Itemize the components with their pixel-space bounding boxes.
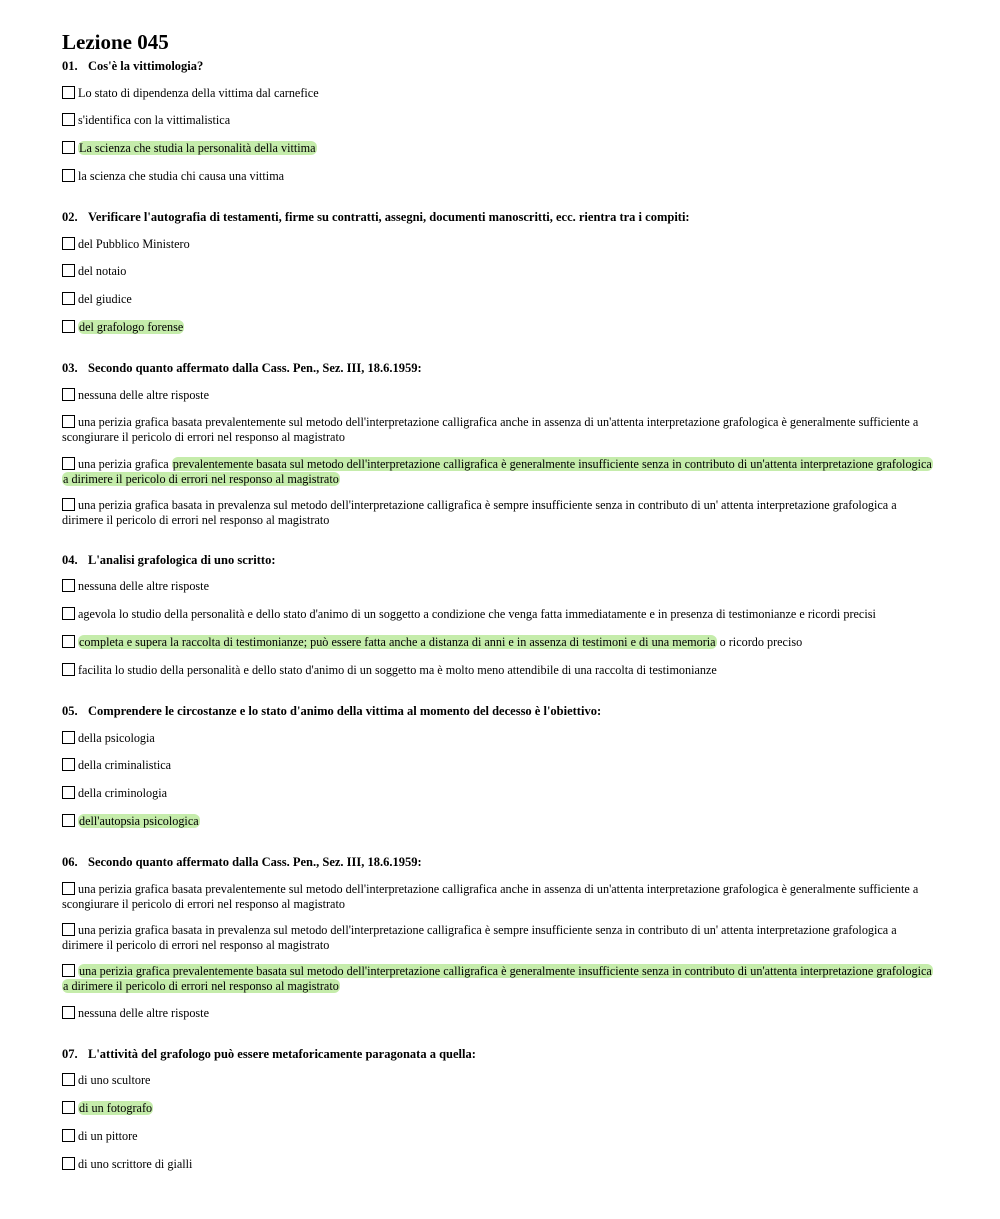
answer-checkbox[interactable] — [62, 415, 75, 428]
answer-checkbox[interactable] — [62, 786, 75, 799]
answer-option — [62, 1006, 940, 1021]
answer-checkbox[interactable] — [62, 86, 75, 99]
answer-checkbox[interactable] — [62, 1073, 75, 1086]
answer-option — [62, 264, 940, 279]
option-text-highlighted: una perizia grafica prevalentemente basata sul metodo dell'interpretazione calligrafica è generalmente insufficiente senza in contributo di un'attenta interpretazione grafologica a dirimere il pericolo di errori nel responso al magistrato — [63, 964, 932, 993]
answer-option — [62, 141, 940, 156]
question-heading — [62, 59, 203, 74]
option-text: del giudice — [78, 292, 132, 306]
question-number: 06. — [62, 855, 78, 869]
answer-option — [62, 1129, 940, 1144]
answer-option — [62, 292, 940, 307]
option-text: una perizia grafica basata in prevalenza sul metodo dell'interpretazione calligrafica è sempre insufficiente senza in contributo di un' attenta interpretazione grafologica a dirimere il pericolo di errori nel responso al magistrato — [62, 498, 897, 527]
answer-checkbox[interactable] — [62, 388, 75, 401]
question-number: 05. — [62, 704, 78, 718]
answer-checkbox[interactable] — [62, 113, 75, 126]
question-text: Secondo quanto affermato dalla Cass. Pen., Sez. III, 18.6.1959: — [88, 855, 422, 869]
question-heading — [62, 210, 690, 225]
answer-checkbox[interactable] — [62, 1129, 75, 1142]
question-number: 01. — [62, 59, 78, 73]
answer-option — [62, 1157, 940, 1172]
answer-option — [62, 579, 940, 594]
answer-option — [62, 964, 940, 994]
answer-checkbox[interactable] — [62, 579, 75, 592]
answer-option — [62, 923, 940, 953]
question-text: L'attività del grafologo può essere metaforicamente paragonata a quella: — [88, 1047, 476, 1061]
answer-option — [62, 758, 940, 773]
question-number: 02. — [62, 210, 78, 224]
answer-checkbox[interactable] — [62, 923, 75, 936]
question-heading — [62, 704, 601, 719]
option-text: nessuna delle altre risposte — [78, 1006, 209, 1020]
answer-option — [62, 415, 940, 445]
answer-option — [62, 1101, 940, 1116]
answer-option — [62, 113, 940, 128]
option-text: della psicologia — [78, 731, 155, 745]
question-heading — [62, 855, 422, 870]
option-text: Lo stato di dipendenza della vittima dal carnefice — [78, 86, 319, 100]
answer-option — [62, 457, 940, 487]
answer-checkbox[interactable] — [62, 169, 75, 182]
option-text-highlighted: di un fotografo — [79, 1101, 153, 1115]
option-text: della criminalistica — [78, 758, 172, 772]
question-number: 03. — [62, 361, 78, 375]
answer-checkbox[interactable] — [62, 1101, 75, 1114]
answer-option — [62, 635, 940, 650]
quiz-page — [62, 30, 940, 1171]
option-text: del notaio — [78, 264, 127, 278]
answer-option — [62, 86, 940, 101]
question-number: 07. — [62, 1047, 78, 1061]
question-number: 04. — [62, 553, 78, 567]
answer-checkbox[interactable] — [62, 498, 75, 511]
option-text-highlighted: completa e supera la raccolta di testimonianze; può essere fatta anche a distanza di anni e in assenza di testimoni e di una memoria — [79, 635, 716, 649]
answer-checkbox[interactable] — [62, 141, 75, 154]
answer-checkbox[interactable] — [62, 607, 75, 620]
option-text: nessuna delle altre risposte — [78, 579, 209, 593]
answer-option — [62, 1073, 940, 1088]
question-heading — [62, 553, 276, 568]
answer-checkbox[interactable] — [62, 1006, 75, 1019]
answer-option — [62, 237, 940, 252]
question-text: L'analisi grafologica di uno scritto: — [88, 553, 276, 567]
answer-option — [62, 498, 940, 528]
answer-checkbox[interactable] — [62, 663, 75, 676]
option-text-highlighted: prevalentemente basata sul metodo dell'interpretazione calligrafica è generalmente insufficiente senza in contributo di un'attenta interpretazione grafologica a dirimere il pericolo di errori nel responso al magistrato — [63, 457, 932, 486]
option-text: una perizia grafica basata in prevalenza sul metodo dell'interpretazione calligrafica è sempre insufficiente senza in contributo di un' attenta interpretazione grafologica a dirimere il pericolo di errori nel responso al magistrato — [62, 923, 897, 952]
option-text: s'identifica con la vittimalistica — [78, 113, 231, 127]
option-text-highlighted: del grafologo forense — [79, 320, 184, 334]
answer-checkbox[interactable] — [62, 292, 75, 305]
option-text-highlighted: La scienza che studia la personalità della vittima — [79, 141, 316, 155]
question-text: Secondo quanto affermato dalla Cass. Pen., Sez. III, 18.6.1959: — [88, 361, 422, 375]
option-text: del Pubblico Ministero — [78, 237, 190, 251]
question-heading — [62, 1047, 476, 1062]
answer-option — [62, 320, 940, 335]
answer-option — [62, 169, 940, 184]
answer-option — [62, 731, 940, 746]
answer-checkbox[interactable] — [62, 882, 75, 895]
answer-option — [62, 786, 940, 801]
answer-checkbox[interactable] — [62, 457, 75, 470]
page-title: Lezione 045 — [62, 30, 169, 54]
answer-checkbox[interactable] — [62, 814, 75, 827]
option-text: una perizia grafica basata prevalentemente sul metodo dell'interpretazione calligrafica anche in assenza di un'attenta interpretazione grafologica è generalmente sufficiente a scongiurare il pericolo di errori nel responso al magistrato — [62, 415, 919, 444]
answer-checkbox[interactable] — [62, 964, 75, 977]
option-text: di un pittore — [78, 1129, 138, 1143]
question-heading — [62, 361, 422, 376]
answer-option — [62, 663, 940, 678]
option-text: facilita lo studio della personalità e dello stato d'animo di un soggetto ma è molto meno attendibile di una raccolta di testimonianze — [78, 663, 717, 677]
question-text: Cos'è la vittimologia? — [88, 59, 204, 73]
option-text: di uno scrittore di gialli — [78, 1157, 193, 1171]
answer-option — [62, 607, 940, 622]
answer-option — [62, 814, 940, 829]
answer-checkbox[interactable] — [62, 320, 75, 333]
option-text: una perizia grafica basata prevalentemente sul metodo dell'interpretazione calligrafica anche in assenza di un'attenta interpretazione grafologica è generalmente sufficiente a scongiurare il pericolo di errori nel responso al magistrato — [62, 882, 919, 911]
option-text-highlighted: dell'autopsia psicologica — [79, 814, 199, 828]
answer-checkbox[interactable] — [62, 237, 75, 250]
answer-checkbox[interactable] — [62, 635, 75, 648]
question-text: Verificare l'autografia di testamenti, firme su contratti, assegni, documenti manoscritti, ecc. rientra tra i compiti: — [88, 210, 690, 224]
answer-checkbox[interactable] — [62, 758, 75, 771]
option-text: di uno scultore — [78, 1073, 151, 1087]
option-text: della criminologia — [78, 786, 168, 800]
option-text: agevola lo studio della personalità e dello stato d'animo di un soggetto a condizione che venga fatta immediatamente e in presenza di testimonianze e ricordi precisi — [78, 607, 876, 621]
answer-checkbox[interactable] — [62, 264, 75, 277]
question-text: Comprendere le circostanze e lo stato d'animo della vittima al momento del decesso è l'obiettivo: — [88, 704, 602, 718]
answer-checkbox[interactable] — [62, 731, 75, 744]
answer-option — [62, 388, 940, 403]
option-text: la scienza che studia chi causa una vittima — [78, 169, 285, 183]
answer-checkbox[interactable] — [62, 1157, 75, 1170]
answer-option — [62, 882, 940, 912]
option-text: una perizia grafica — [78, 457, 172, 471]
option-text: o ricordo preciso — [716, 635, 803, 649]
option-text: nessuna delle altre risposte — [78, 388, 209, 402]
